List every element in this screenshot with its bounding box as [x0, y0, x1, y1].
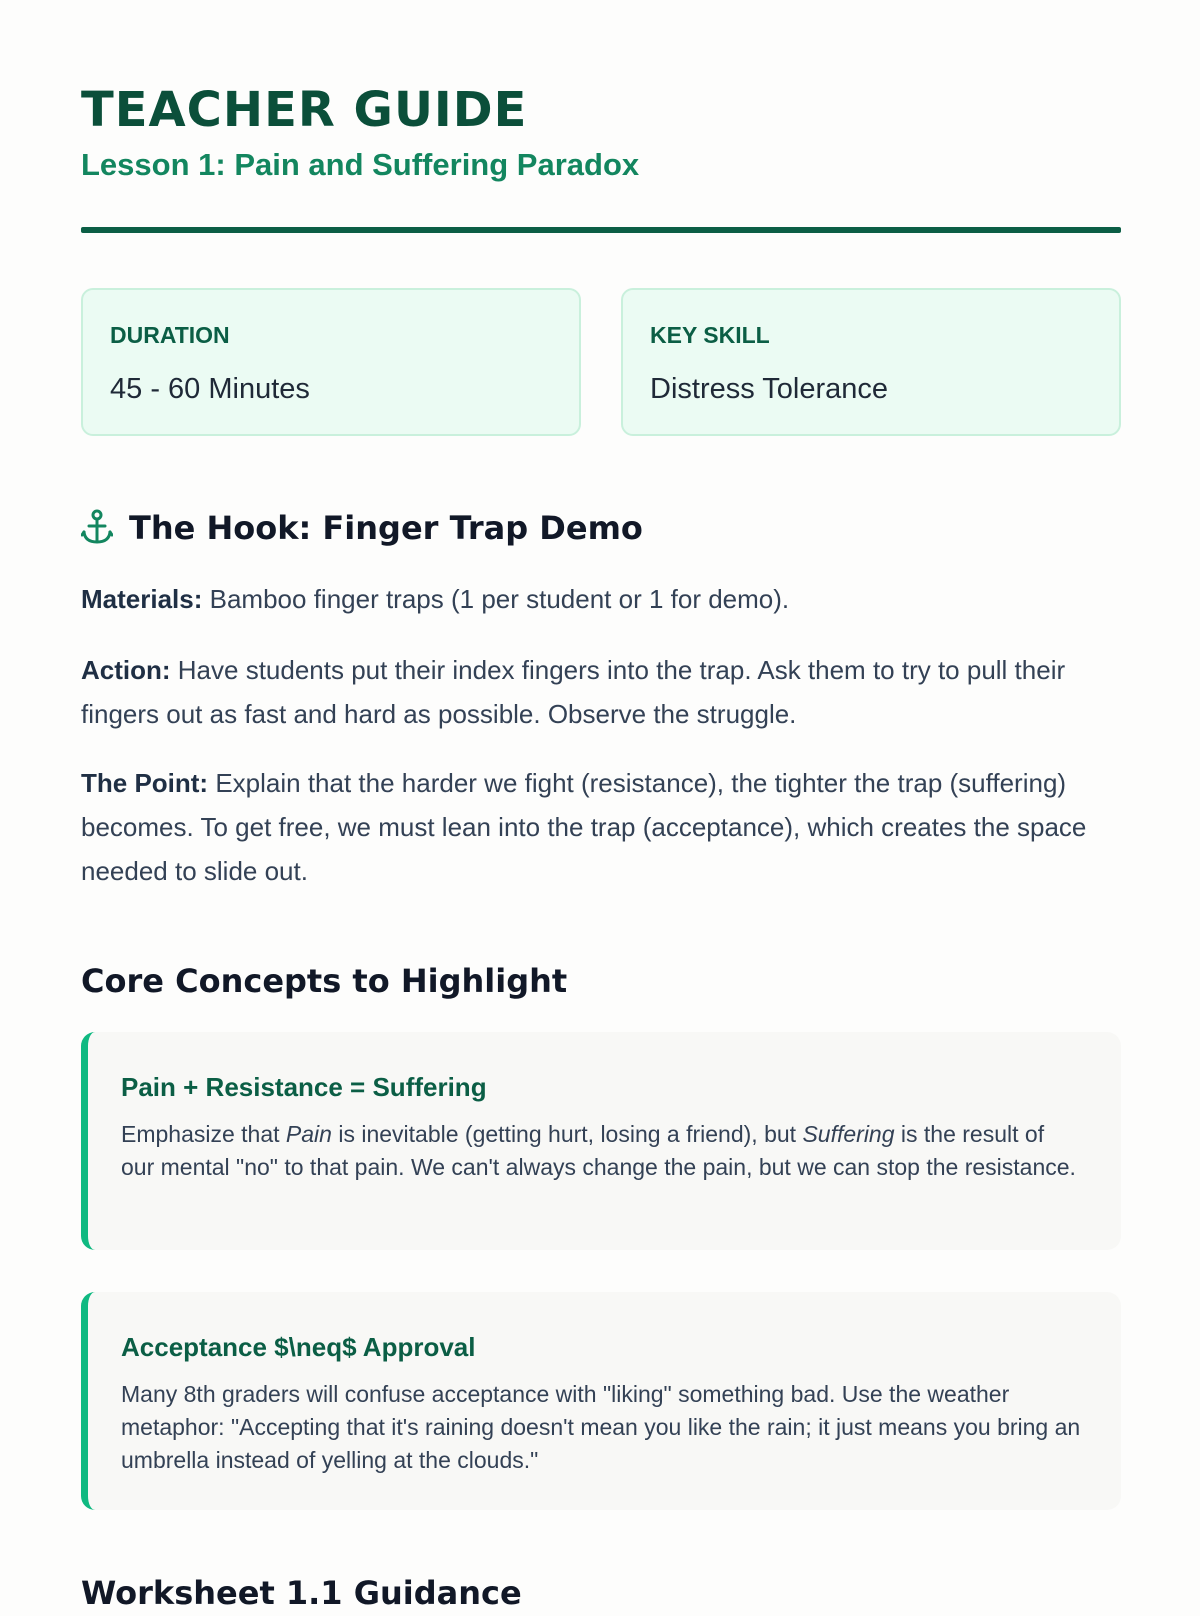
concept-card-pain-resistance: [81, 1032, 1121, 1250]
duration-label: DURATION: [110, 322, 230, 348]
page-subtitle: Lesson 1: Pain and Suffering Paradox: [81, 147, 640, 182]
key-skill-card: [621, 288, 1121, 436]
key-skill-value: Distress Tolerance: [650, 373, 889, 405]
teacher-guide-page: [81, 0, 1121, 1612]
hook-heading: [81, 505, 643, 551]
title-divider: [81, 227, 1121, 233]
concept-body: [121, 1118, 1081, 1184]
hook-title: The Hook: Finger Trap Demo: [129, 509, 643, 547]
concept-card-acceptance-approval: [81, 1292, 1121, 1510]
point-text: Explain that the harder we fight (resistance), the tighter the trap (suffering) becomes. To get free, we must lean into the trap (acceptance), which creates the space needed to slide out.: [81, 768, 1087, 886]
concept-title: Acceptance $\neq$ Approval: [121, 1332, 476, 1362]
duration-card: [81, 288, 581, 436]
concept-body-text: Emphasize that: [121, 1121, 286, 1147]
concept-body-text: is the result of our mental "no" to that pain. We can't always change the pain, but we can stop the resistance.: [121, 1121, 1076, 1180]
anchor-icon: [81, 508, 113, 548]
concept-body-text: is inevitable (getting hurt, losing a friend), but: [331, 1121, 803, 1147]
point-label: The Point:: [81, 768, 209, 798]
concept-body-emphasis: Suffering: [802, 1121, 895, 1147]
action-text: Have students put their index fingers into the trap. Ask them to try to pull their fingers out as fast and hard as possible. Observe the struggle.: [81, 655, 1066, 729]
page-title: TEACHER GUIDE: [81, 82, 528, 138]
materials-text: Bamboo finger traps (1 per student or 1 for demo).: [209, 584, 790, 614]
concept-body-emphasis: Pain: [285, 1121, 332, 1147]
core-concepts-heading: Core Concepts to Highlight: [81, 962, 568, 1000]
action-paragraph: [81, 648, 1121, 736]
concept-title: Pain + Resistance = Suffering: [121, 1072, 487, 1102]
worksheet-guidance-heading: Worksheet 1.1 Guidance: [81, 1574, 522, 1612]
materials-label: Materials:: [81, 584, 203, 614]
concept-body: Many 8th graders will confuse acceptance with "liking" something bad. Use the weather metaphor: "Accepting that it's raining doesn't mean you like the rain; it just means you bring an umbrella instead of yelling at the clouds.": [121, 1381, 1081, 1473]
materials-paragraph: [81, 577, 1121, 621]
point-paragraph: [81, 761, 1121, 893]
duration-value: 45 - 60 Minutes: [110, 373, 310, 405]
key-skill-label: KEY SKILL: [650, 322, 770, 348]
action-label: Action:: [81, 655, 171, 685]
